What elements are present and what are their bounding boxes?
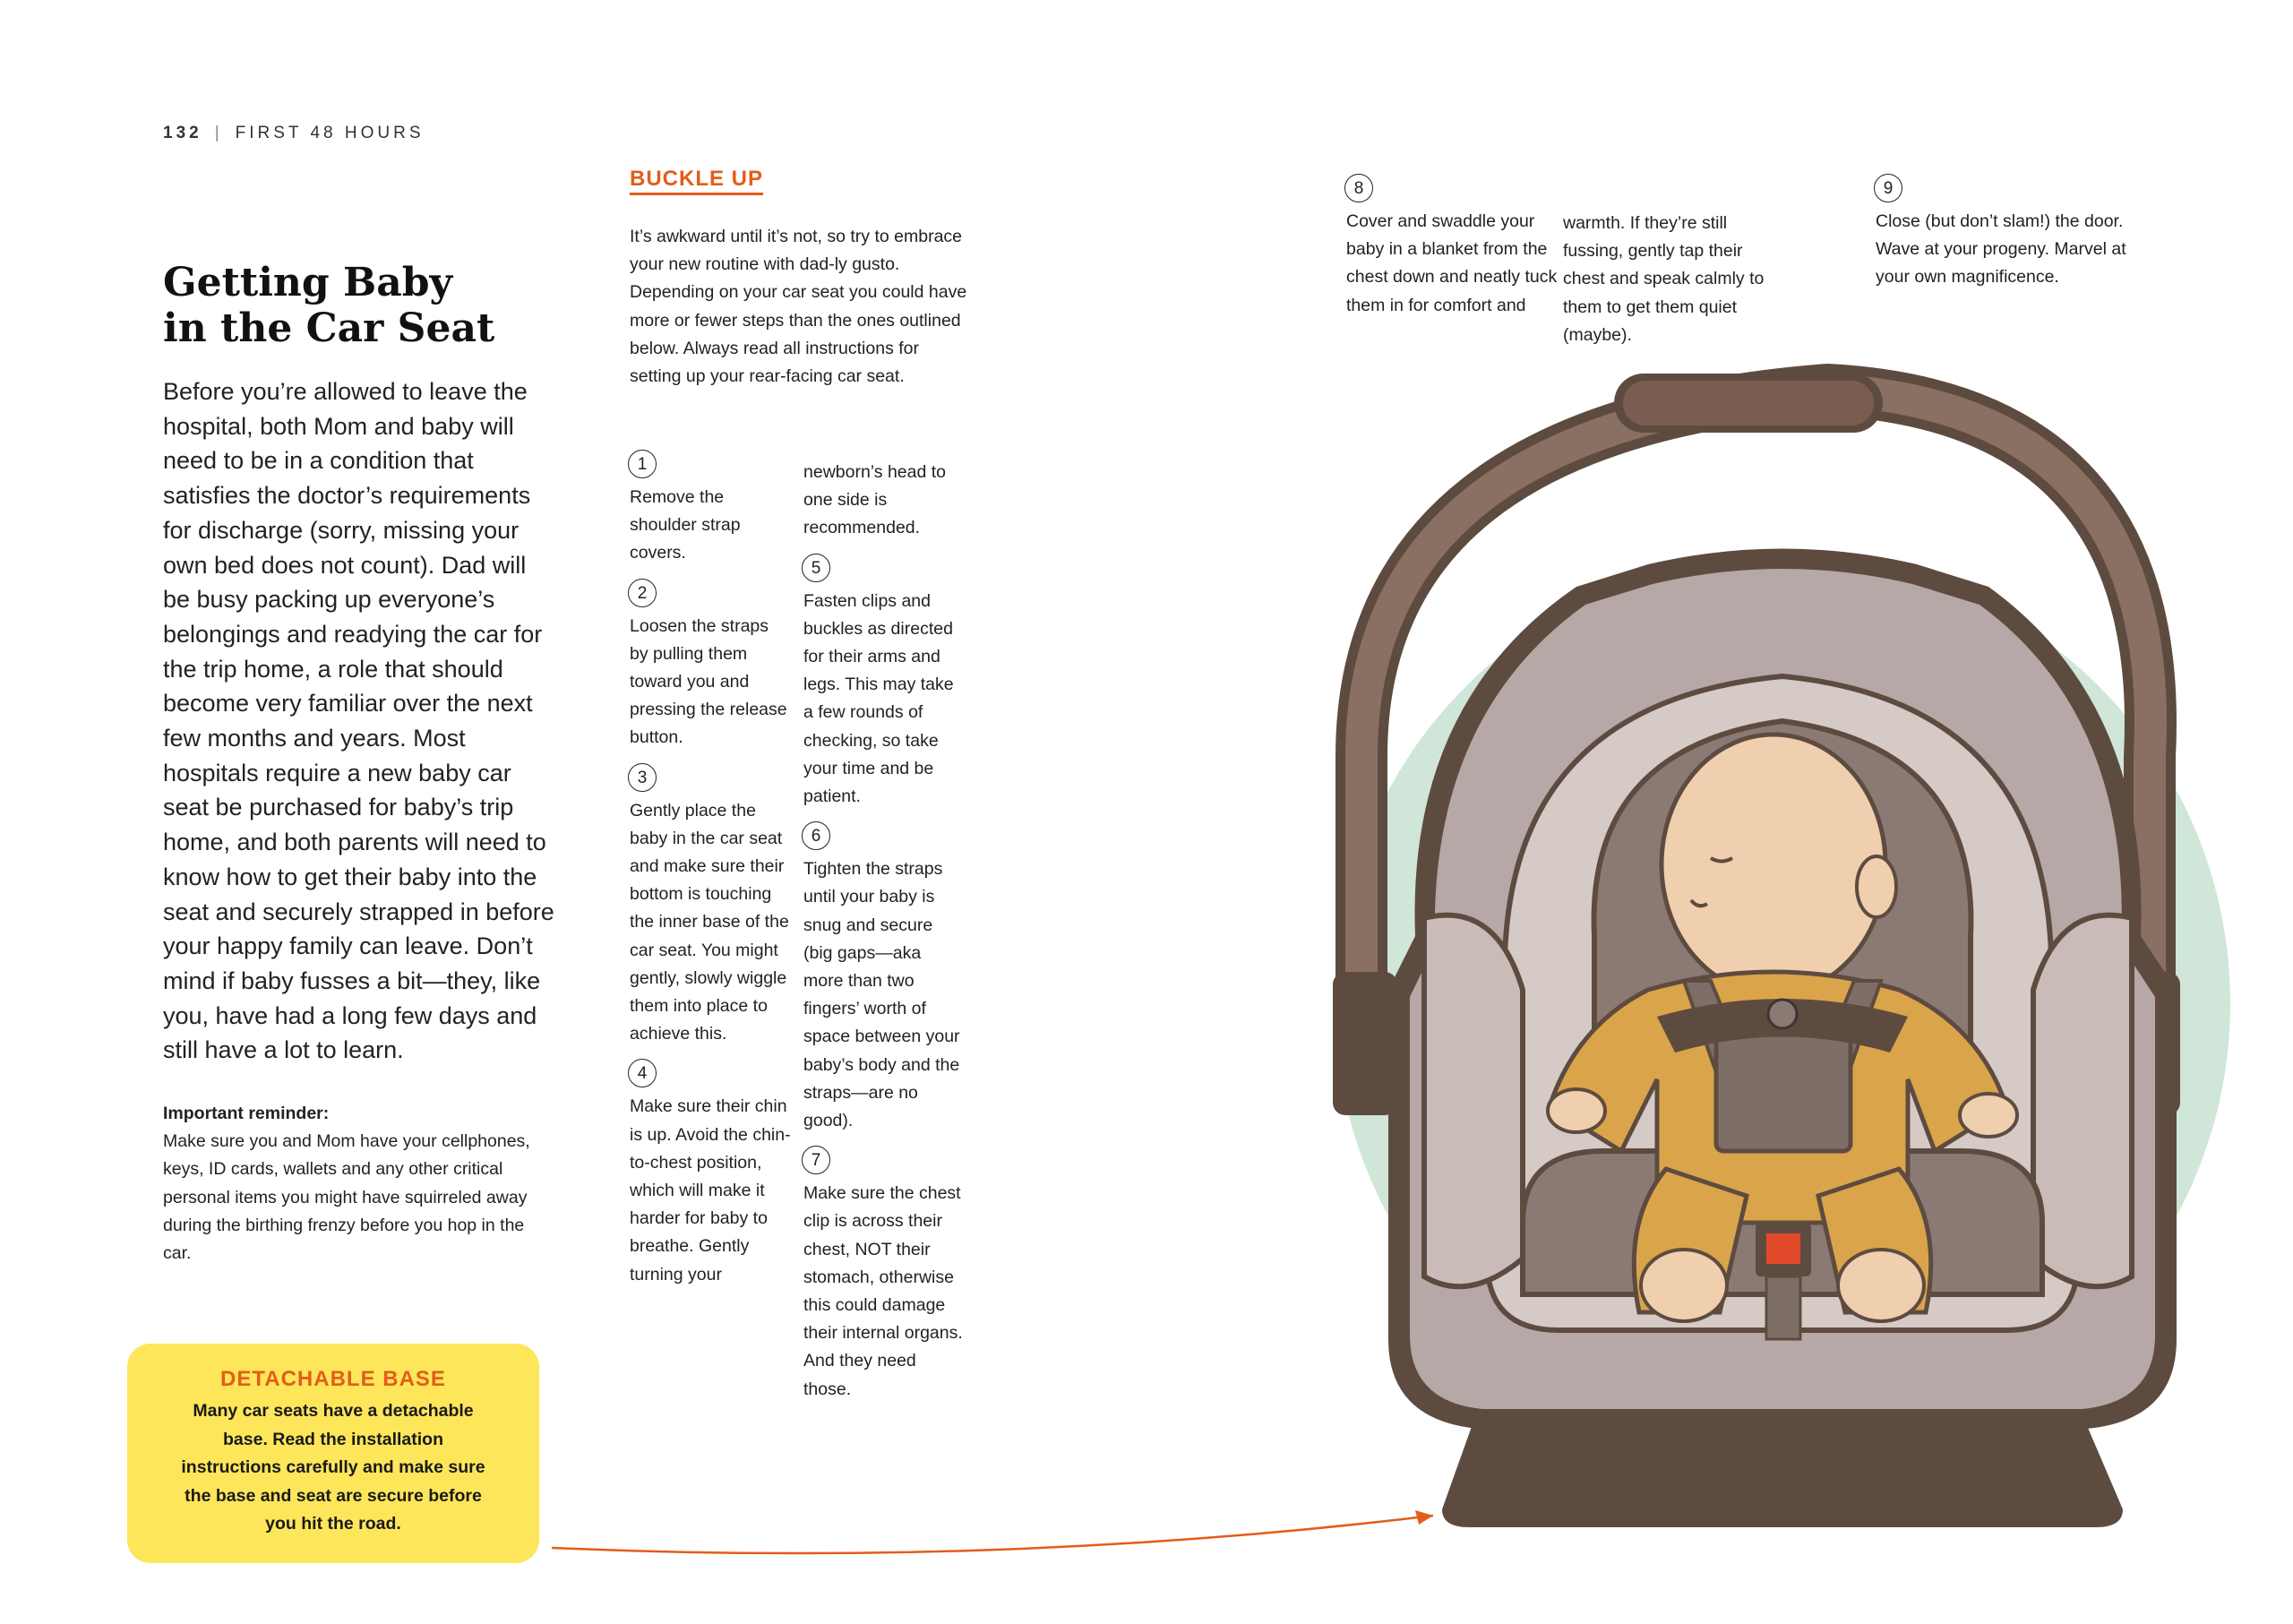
step-9: [1876, 174, 2162, 292]
step-7: [803, 1146, 965, 1404]
step-4-continued: [803, 459, 965, 543]
step-text: Gently place the baby in the car seat and make sure their bottom is touching the inner base of the car seat. You might gently, slowly wiggle them into place to achieve this.: [630, 800, 789, 1044]
step-8: [1346, 174, 1561, 320]
callout-title: DETACHABLE BASE: [220, 1367, 446, 1391]
page-title: [163, 260, 575, 351]
reminder-text: Make sure you and Mom have your cellphones, keys, ID cards, wallets and any other critical personal items you might have squirreled away during the birthing frenzy before you hop in the car.: [163, 1131, 530, 1264]
step-4: [630, 1059, 791, 1288]
steps-column-right: [803, 459, 965, 1414]
step-1: [630, 450, 791, 568]
step-text: Close (but don’t slam!) the door. Wave at your progeny. Marvel at your own magnificence.: [1876, 211, 2126, 288]
baby-foot-right: [1838, 1250, 1924, 1321]
callout-text: Many car seats have a detachable base. Read the installation instructions carefully and make sure the base and seat are secure before you hit the road.: [181, 1401, 485, 1534]
baby-head: [1662, 735, 1885, 994]
buckle-release-button: [1766, 1233, 1800, 1264]
step-number: 6: [802, 821, 830, 850]
step-text: Make sure the chest clip is across their chest, NOT their stomach, otherwise this could damage their internal organs. And they need those.: [803, 1183, 963, 1399]
section-name: FIRST 48 HOURS: [235, 124, 425, 142]
step-8-continued: warmth. If they’re still fussing, gently tap their chest and speak calmly to them to get them quiet (maybe).: [1563, 213, 1765, 345]
step-text: Loosen the straps by pulling them toward you and pressing the release button.: [630, 615, 787, 748]
steps-column-left: [630, 450, 791, 1300]
step-number: 1: [628, 450, 657, 478]
baby-hand-right: [1960, 1094, 2017, 1137]
step-2: [630, 579, 791, 752]
car-seat-illustration: [1200, 363, 2275, 1563]
separator: |: [214, 124, 223, 142]
handle-pivot-left: [1333, 972, 1397, 1115]
step-number: 5: [802, 554, 830, 582]
handle-grip-inner: [1623, 381, 1874, 425]
step-number: 7: [802, 1146, 830, 1174]
step-3: [630, 763, 791, 1049]
detachable-base-callout: [127, 1344, 539, 1563]
intro-paragraph: Before you’re allowed to leave the hospital, both Mom and baby will need to be in a condition that satisfies the doctor’s requirements for discharge (sorry, missing your own bed does not count). Dad will be busy packing up everyone’s belongings and readying the car for the trip home, a role that should become very familiar over the next few months and years. Most hospitals require a new baby car seat be purchased for baby’s trip home, and both parents will need to know how to get their baby into the seat and securely strapped in before your happy family can leave. Don’t mind if baby fusses a bit—they, like you, have had a long few days and still have a lot to learn.: [163, 378, 554, 1064]
step-text: newborn’s head to one side is recommended.: [803, 462, 947, 538]
page-title-line-1: Getting Baby: [163, 260, 453, 305]
buckle-up-heading: BUCKLE UP: [630, 166, 763, 195]
reminder-heading: Important reminder:: [163, 1104, 330, 1123]
important-reminder: [163, 1100, 557, 1267]
step-text: Tighten the straps until your baby is snug and secure (big gaps—aka more than two fingers’ worth of space between your baby’s body and the straps—are no good).: [803, 859, 960, 1131]
page-title-line-2: in the Car Seat: [163, 305, 495, 351]
step-number: 9: [1874, 174, 1902, 202]
step-text: Cover and swaddle your baby in a blanket from the chest down and neatly tuck them in for comfort and: [1346, 211, 1558, 315]
side-wing-left: [1424, 915, 1523, 1287]
page-number: 132: [163, 124, 202, 142]
step-number: 2: [628, 579, 657, 607]
step-text: Fasten clips and buckles as directed for their arms and legs. This may take a few rounds of checking, so take your time and be patient.: [803, 590, 954, 807]
baby-hand-left: [1548, 1089, 1605, 1132]
step-number: 3: [628, 763, 657, 792]
step-text: Make sure their chin is up. Avoid the chin-to-chest position, which will make it harder for baby to breathe. Gently turning your: [630, 1096, 791, 1285]
step-number: 8: [1344, 174, 1373, 202]
running-head: [163, 124, 425, 143]
step-6: [803, 821, 965, 1135]
chest-clip-center: [1768, 1000, 1797, 1028]
buckle-up-intro: It’s awkward until it’s not, so try to embrace your new routine with dad-ly gusto. Depending on your car seat you could have more or fewer steps than the ones outlined below. Always read all instructions for setting up your rear-facing car seat.: [630, 227, 967, 387]
step-number: 4: [628, 1059, 657, 1087]
step-text: Remove the shoulder strap covers.: [630, 487, 741, 563]
harness-pad: [1716, 1026, 1851, 1151]
baby-ear: [1857, 856, 1896, 917]
crotch-strap: [1766, 1276, 1800, 1339]
baby-foot-left: [1641, 1250, 1727, 1321]
side-wing-right: [2033, 915, 2132, 1287]
step-5: [803, 554, 965, 812]
